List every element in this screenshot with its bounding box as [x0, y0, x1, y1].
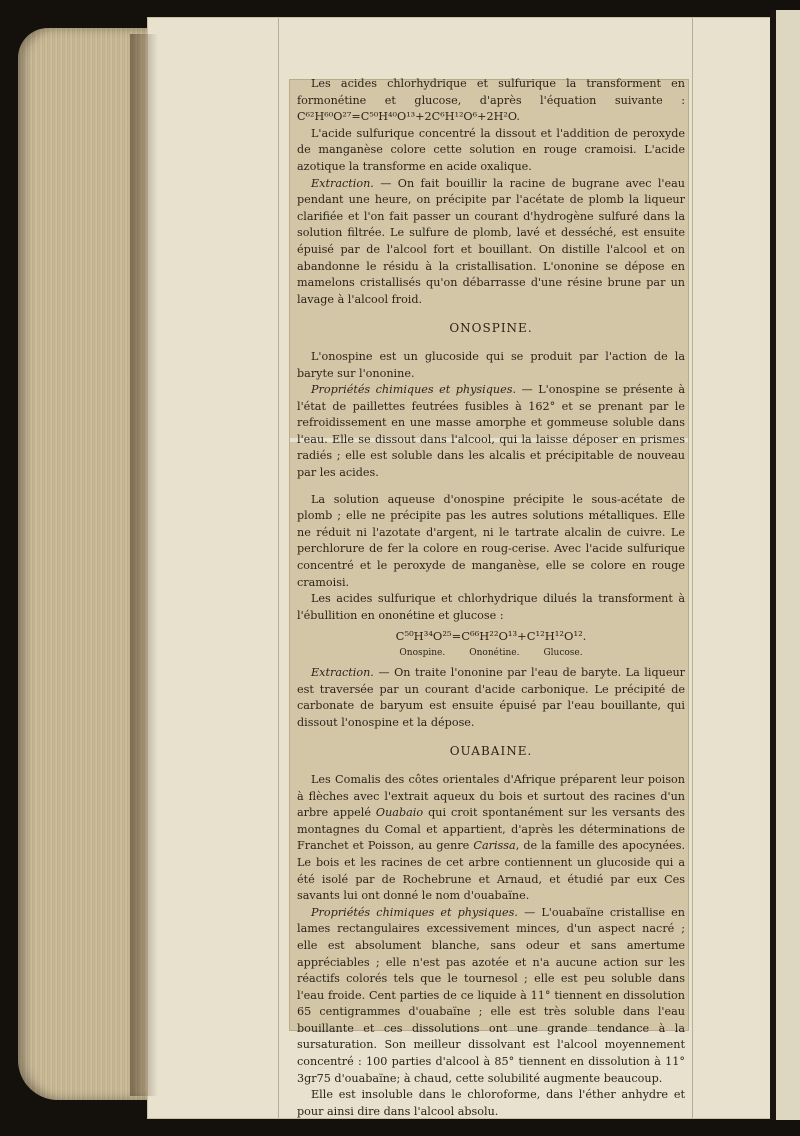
paragraph-sulfuric: L'acide sulfurique concentré la dissout et l'addition de peroxyde de manganèse colore cette solution en rouge cramoisi. L'acide azotique la transforme en acide oxalique.	[297, 126, 685, 173]
ouabaine-intro-a: Les Comalis des côtes orientales d'Afrique préparent leur poison à flèches avec l'extrait aqueux du bois et surtout des racines d'un arbre appelé	[297, 772, 685, 820]
properties-label: Propriétés chimiques et physiques.	[311, 383, 517, 397]
paragraph-onospine-solution: La solution aqueuse d'onospine précipite le sous-acétate de plomb ; elle ne précipite pas les autres solutions métalliques. Elle ne réduit ni l'azotate d'argent, ni le tartrate alcalin de cuivre. Le perchlorure de fer la colore en roug-cerise. Avec l'acide sulfurique concentré et le peroxyde de manganèse, elle se colore en rouge cramoisi.	[297, 492, 685, 589]
book-gutter-shadow	[130, 34, 158, 1096]
margin-rule-right	[692, 18, 693, 1118]
equation-labels	[297, 647, 685, 659]
properties-text: — L'onospine se présente à l'état de paillettes feutrées fusibles à 162° et se prenant par le refroidissement en une masse amorphe et gommeuse soluble dans l'eau. Elle se dissout dans l'alcool, qui la laisse déposer en prismes radiés ; elle est soluble dans les alcalis et précipitable de nouveau par les acides.	[297, 383, 686, 480]
ouabaine-intro-b: qui croit spontanément sur les versants des montagnes du Comal et appartient, d'après les déterminations de Franchet et Poisson, au genre	[297, 806, 685, 853]
paragraph-extraction-ononine	[297, 176, 685, 309]
properties-label-2: Propriétés chimiques et physiques.	[311, 905, 518, 919]
properties-text-2: — L'ouabaïne cristallise en lames rectangulaires excessivement minces, d'un aspect nacré ; elle est absolument blanche, sans odeur et sans amertume appréciables ; elle n'est pas azotée et n'a aucune action sur les réactifs colorés tels que le tournesol ; elle est peu soluble dans l'eau froide. Cent parties de ce liquide à 11° tiennent en dissolution 65 centigrammes d'ouabaïne ; elle est très soluble dans l'eau bouillante et ces dissolutions ont une grande tendance à la sursaturation. Son meilleur dissolvant est l'alcool moyennement concentré : 100 parties d'alcool à 85° tiennent en dissolution à 11° 3gr75 d'ouabaïne; à chaud, cette solubilité augmente beaucoup.	[297, 905, 685, 1085]
ouabaine-intro-c: , de la famille des apocynées. Le bois et les racines de cet arbre contiennent un glucoside qui a été isolé par de Rochebrune et Arnaud, et étudié par eux Ces savants lui ont donné le nom d'ouabaïne.	[297, 839, 686, 903]
heading-onospine: ONOSPINE.	[449, 321, 533, 336]
equation: C⁵⁰H³⁴O²⁵=C⁶⁶H²²O¹³+C¹²H¹²O¹².	[395, 629, 587, 644]
paragraph-ouabaine-properties	[297, 905, 685, 1088]
carissa-term: Carissa	[473, 839, 516, 853]
equation-label-glucose: Glucose.	[543, 648, 583, 658]
equation-label-onospine: Onospine.	[399, 648, 446, 658]
equation-label-ononetine: Ononétine.	[469, 648, 520, 658]
paragraph-onospine-intro: L'onospine est un glucoside qui se produit par l'action de la baryte sur l'ononine.	[297, 349, 685, 380]
ouabaio-term: Ouabaio	[375, 806, 424, 820]
paragraph-onospine-properties	[297, 382, 685, 482]
extraction-text: — On fait bouillir la racine de bugrane avec l'eau pendant une heure, on précipite par l'acétate de plomb la liqueur clarifiée et l'on fait passer un courant d'hydrogène sulfuré dans la solution filtrée. Le sulfure de plomb, lavé et desséché, est ensuite épuisé par de l'alcool fort et bouillant. On distille l'alcool et on abandonne le résidu à la cristallisation. L'ononine se dépose en mamelons cristallisés qu'on débarrasse d'une résine brune par un lavage à l'alcool froid.	[297, 176, 685, 306]
paragraph-onospine-extraction	[297, 665, 685, 731]
paragraph-ouabaine-intro	[297, 772, 685, 905]
extraction-label: Extraction.	[311, 176, 374, 190]
extraction-text-2: — On traite l'ononine par l'eau de baryte. La liqueur est traversée par un courant d'acide carbonique. Le précipité de carbonate de baryum est ensuite épuisé par l'eau bouillante, qui dissout l'onospine et la dépose.	[297, 666, 685, 729]
paragraph-onospine-acids: Les acides sulfurique et chlorhydrique dilués la transforment à l'ébullition en ononétine et glucose :	[297, 592, 685, 622]
margin-rule-left	[278, 18, 279, 1118]
paragraph-ouabaine-solubility: Elle est insoluble dans le chloroforme, dans l'éther anhydre et pour ainsi dire dans l'alcool absolu.	[297, 1088, 685, 1118]
clipping-text	[297, 76, 685, 1120]
facing-page-edge	[770, 10, 800, 1120]
extraction-label-2: Extraction.	[311, 666, 374, 679]
equation-block	[297, 628, 685, 659]
heading-ouabaine: OUABAINE.	[449, 744, 533, 759]
paragraph-formonetine: Les acides chlorhydrique et sulfurique la transforment en formonétine et glucose, d'après l'équation suivante : C⁶²H⁶⁰O²⁷=C⁵⁰H⁴⁰O¹³+2C⁶H¹²O⁶+2H²O.	[297, 77, 685, 124]
